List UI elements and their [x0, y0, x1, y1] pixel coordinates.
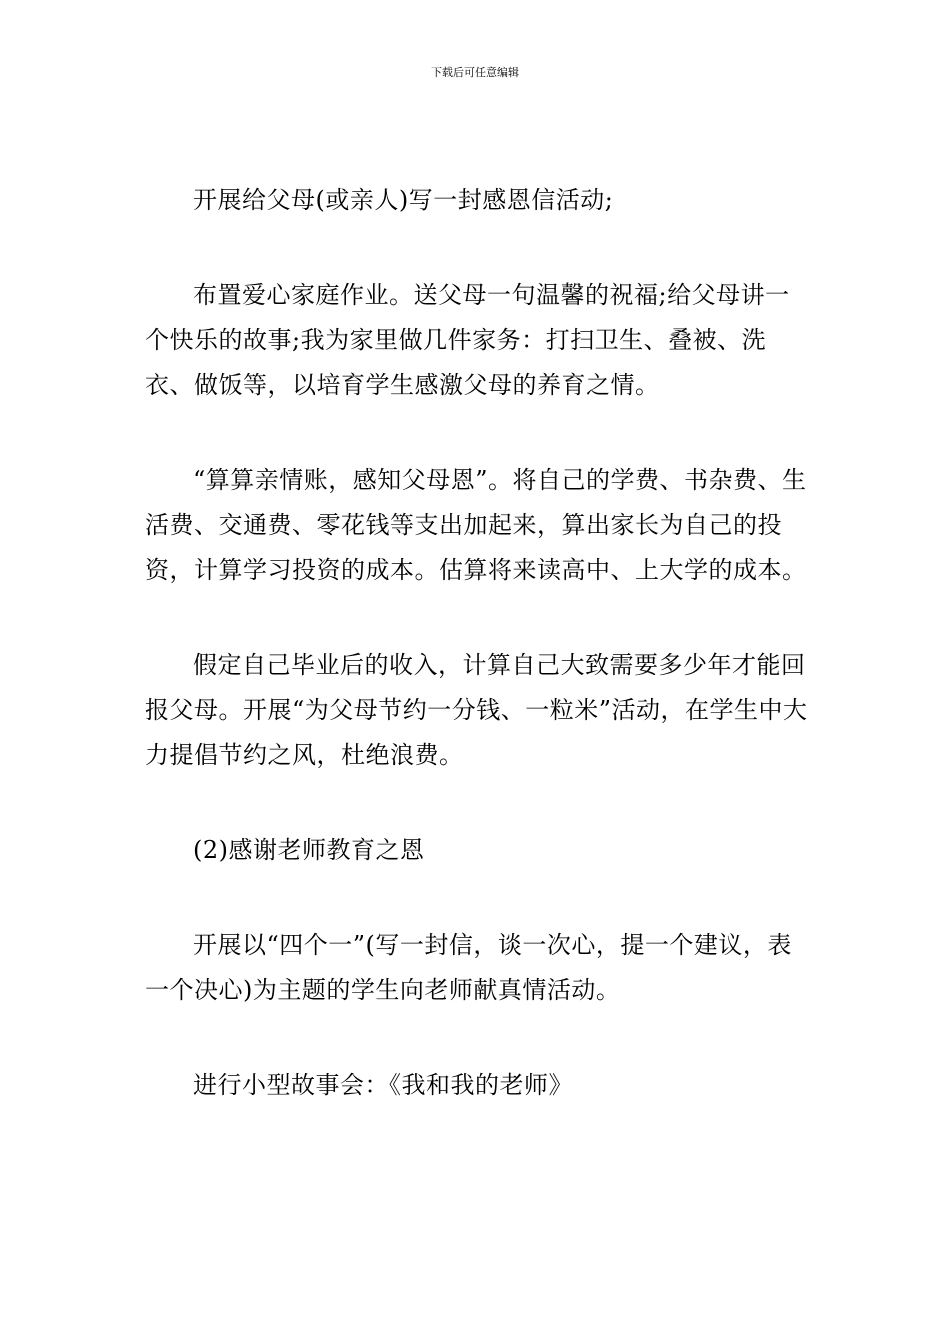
paragraph-story-meeting: 进行小型故事会：《我和我的老师》 — [193, 1071, 573, 1099]
document-body — [145, 178, 813, 1158]
paragraph-repay-parents: 假定自己毕业后的收入，计算自己大致需要多少年才能回报父母。开展“为父母节约一分钱、一粒米”活动，在学生中大力提倡节约之风，杜绝浪费。 — [145, 651, 808, 769]
section-heading-thank-teachers: (2)感谢老师教育之恩 — [193, 836, 425, 864]
page-header: 下载后可任意编辑 — [431, 66, 519, 79]
paragraph-gratitude-letter: 开展给父母(或亲人)写一封感恩信活动; — [193, 186, 614, 214]
paragraph-family-homework: 布置爱心家庭作业。送父母一句温馨的祝福;给父母讲一个快乐的故事;我为家里做几件家务：打扫卫生、叠被、洗衣、做饭等，以培育学生感激父母的养育之情。 — [145, 281, 790, 399]
paragraph-family-account: “算算亲情账，感知父母恩”。将自己的学费、书杂费、生活费、交通费、零花钱等支出加起来，算出家长为自己的投资，计算学习投资的成本。估算将来读高中、上大学的成本。 — [145, 466, 807, 584]
paragraph-four-ones: 开展以“四个一”(写一封信，谈一次心，提一个建议，表一个决心)为主题的学生向老师献真情活动。 — [145, 931, 792, 1004]
